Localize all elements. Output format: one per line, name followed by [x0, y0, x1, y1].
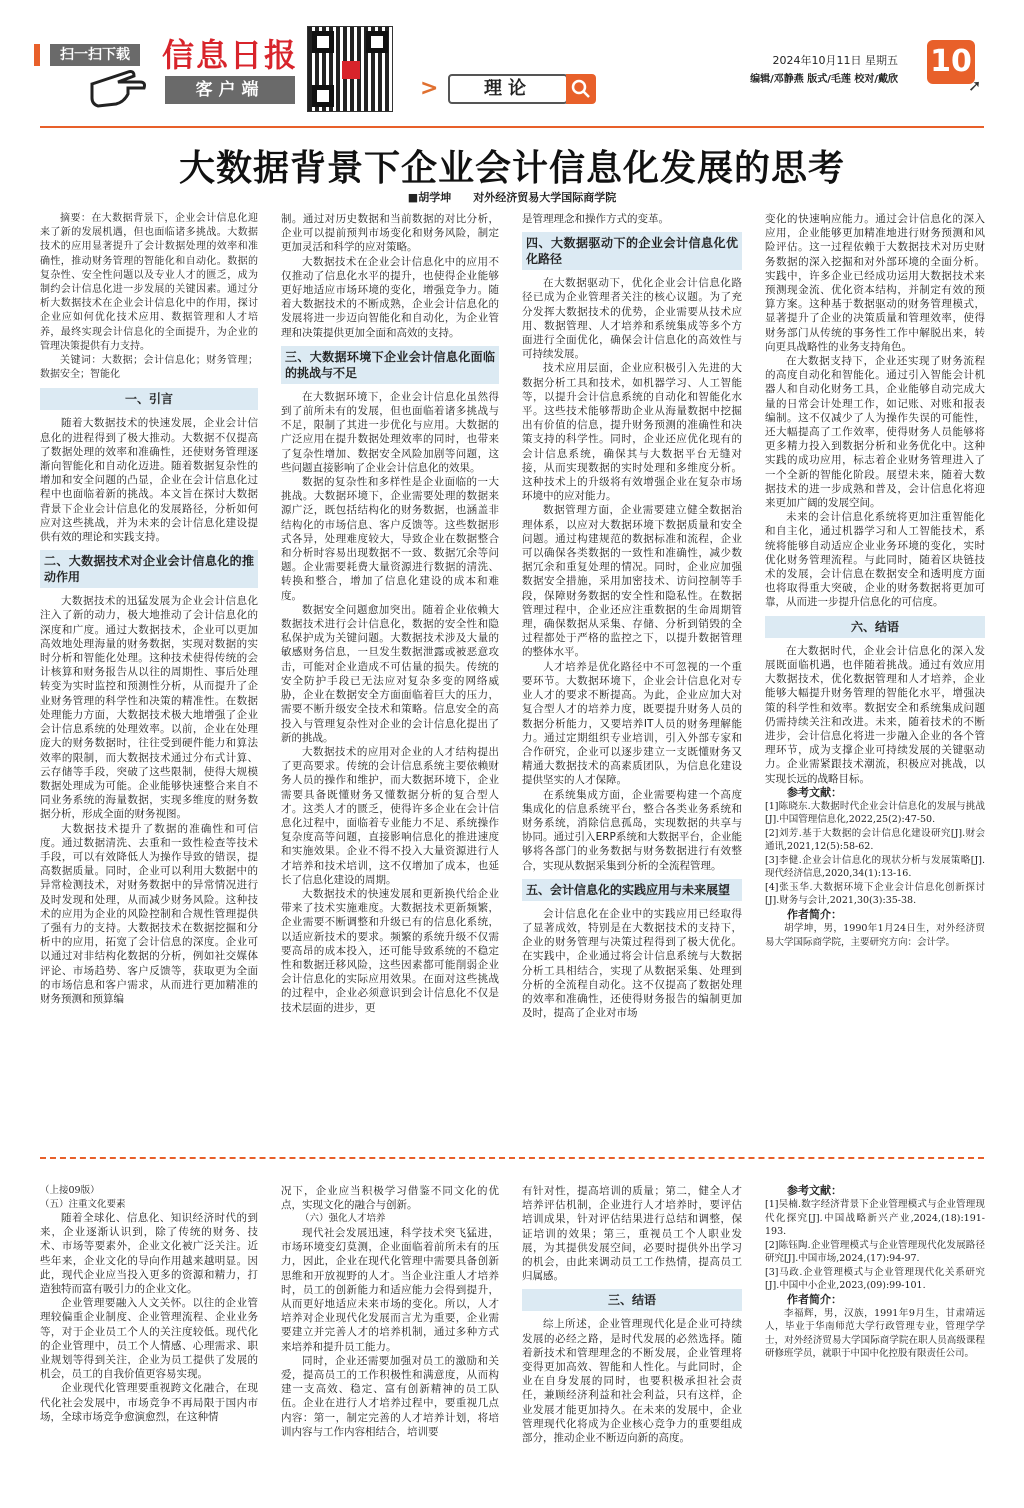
paragraph: 大数据技术提升了数据的准确性和可信度。通过数据清洗、去重和一致性检查等技术手段，可以有效降低人为操作导致的错误，提高数据质量。同时，企业可以利用大数据中的异常检测技术，对财务数据中的异常情况进行及时发现和处理，从而减少财务风险。这种技术的应用为企业的风险控制和合规性管理提供了强有力的支持。大数据技术在数据挖掘和分析中的应用，拓宽了会计信息的深度。企业可以通过对非结构化数据的分析，例如社交媒体评论、市场趋势、客户反馈等，获取更为全面的市场信息和客户需求，从而进行更加精准的财务预测和预算编	[40, 822, 258, 1005]
pointing-hand-icon	[88, 60, 150, 112]
reference-item: [2]刘芳.基于大数据的会计信息化建设研究[J].财会通讯,2021,12(5):58-62.	[765, 827, 985, 853]
article-column-1	[40, 212, 258, 1006]
issue-date: 2024年10月11日 星期五	[772, 54, 898, 67]
scan-download-label: 扫一扫下载	[50, 44, 140, 66]
author-bio-heading: 作者简介：	[787, 1292, 842, 1306]
reference-item: [1]陈晓东.大数据时代企业会计信息化的发展与挑战[J].中国管理信息化,2022,25(2):47-50.	[765, 800, 985, 826]
paragraph: 随着大数据技术的快速发展，企业会计信息化的进程得到了极大推动。大数据不仅提高了数据处理的效率和准确性，还使财务管理逐渐向智能化和自动化迈进。随着数据复杂性的增加和安全问题的凸显，企业在会计信息化过程中也面临着新的挑战。本文旨在探讨大数据背景下企业会计信息化的发展路径，分析如何应对这些挑战，并为未来的会计信息化建设提供有效的理论和实践支持。	[40, 417, 258, 544]
paragraph: 是管理理念和操作方式的变革。	[522, 213, 669, 225]
qr-code[interactable]	[307, 26, 393, 112]
paragraph: 会计信息化在企业中的实践应用已经取得了显著成效，特别是在大数据技术的支持下，企业的财务管理与决策过程得到了极大优化。在实践中，企业通过将会计信息系统与大数据分析工具相结合，实现了从数据采集、处理到分析的全流程自动化。这不仅提高了数据处理的效率和准确性，还使得财务报告的编制更加及时，提高了企业对市场	[522, 907, 742, 1020]
paragraph: 数据的复杂性和多样性是企业面临的一大挑战。大数据环境下，企业需要处理的数据来源广泛，既包括结构化的财务数据，也涵盖非结构化的市场信息、客户反馈等。这些数据形式各异，处理难度较大，导致企业在数据整合和分析时容易出现数据不一致、数据冗余等问题。企业需要耗费大量资源进行数据的清洗、转换和整合，增加了信息化建设的成本和难度。	[281, 476, 499, 602]
paragraph: 况下，企业应当积极学习借鉴不同文化的优点，实现文化的融合与创新。	[281, 1185, 499, 1212]
section-divider	[40, 1157, 984, 1159]
editor-credits: 编辑/邓静燕 版式/毛莲 校对/戴欣	[750, 74, 898, 85]
header-accent-mark	[34, 44, 40, 66]
paragraph: 大数据技术的迅猛发展为企业会计信息化注入了新的动力，极大地推动了会计信息化的深度和广度。通过大数据技术，企业可以更加高效地处理海量的财务数据，实现对数据的实时分析和智能化处理。这种技术使得传统的会计核算和财务报告从以往的周期性、事后处理转变为实时监控和预测性分析，从而提升了企业财务管理的科学性和决策的精准性。在数据处理能力方面，大数据技术极大地增强了企业会计信息系统的处理效率。以前，企业在处理庞大的财务数据时，往往受到硬件能力和算法效率的限制，而大数据技术通过分布式计算、云存储等手段，突破了这些限制，使得大规模数据处理成为可能。企业能够快速整合来自不同业务系统的海量数据，实现多维度的财务数据分析，形成全面的财务视图。	[40, 595, 258, 821]
paragraph: 人才培养是优化路径中不可忽视的一个重要环节。大数据环境下，企业会计信息化对专业人才的要求不断提高。为此，企业应加大对复合型人才的培养力度，既要提升财务人员的数据分析能力，又要培养IT人员的财务理解能力。通过定期组织专业培训，引入外部专家和合作研究，企业可以逐步建立一支既懂财务又精通大数据技术的高素质团队，为信息化建设提供坚实的人才保障。	[522, 660, 742, 787]
paragraph: 有针对性，提高培训的质量；第二，健全人才培养评估机制，企业进行人才培养时，要评估培训成果，针对评估结果进行总结和调整，保证培训的效果；第三，重视员工个人职业发展，为其提供发展空间，必要时提供外出学习的机会，由此来调动员工工作热情，提高员工归属感。	[522, 1185, 742, 1283]
article-byline: ■胡学坤 对外经济贸易大学国际商学院	[407, 191, 617, 204]
paragraph: 在系统集成方面，企业需要构建一个高度集成化的信息系统平台，整合各类业务系统和财务系统，消除信息孤岛，实现数据的共享与协同。通过引入ERP系统和大数据平台，企业能够将各部门的业务数据与财务数据进行有效整合，实现从数据采集到分析的全流程管理。	[522, 788, 742, 872]
keywords: 关键词：大数据；会计信息化；财务管理；数据安全；智能化	[40, 355, 258, 381]
paragraph: 大数据技术的应用对企业的人才结构提出了更高要求。传统的会计信息系统主要依赖财务人员的操作和维护，而大数据环境下，企业需要具备既懂财务又懂数据分析的复合型人才。这类人才的匮乏，使得许多企业在会计信息化过程中，面临着专业能力不足、系统操作复杂度高等问题，直接影响信息化的推进速度和实施效果。企业不得不投入大量资源进行人才培养和技术培训，这不仅增加了成本，也延长了信息化建设的周期。	[281, 745, 499, 886]
paragraph: 未来的会计信息化系统将更加注重智能化和自主化，通过机器学习和人工智能技术，系统将能够自动适应企业业务环境的变化，实时优化财务管理流程。与此同时，随着区块链技术的发展，会计信息在数据安全和透明度方面也将取得重大突破，企业的财务数据将更加可靠，从而进一步提升信息化的可信度。	[765, 511, 985, 609]
reference-item: [1]吴楠.数字经济背景下企业管理模式与企业管理现代化探究[J].中国战略新兴产业,2024,(18):191-193.	[765, 1199, 985, 1238]
paragraph: 大数据技术在企业会计信息化中的应用不仅推动了信息化水平的提升，也使得企业能够更好地适应市场环境的变化，增强竞争力。随着大数据技术的不断成熟，企业会计信息化的发展将进一步迈向智能化和自动化，为企业管理和决策提供更加全面和高效的支持。	[281, 255, 499, 339]
paragraph: 在大数据时代，企业会计信息化的深入发展既面临机遇，也伴随着挑战。通过有效应用大数据技术，优化数据管理和人才培养，企业能够大幅提升财务管理的智能化水平，增强决策的科学性和效率。数据安全和系统集成问题仍需持续关注和改进。未来，随着技术的不断进步，会计信息化将进一步融入企业的各个管理环节，成为支撑企业可持续发展的关键驱动力。企业需紧跟技术潮流，积极应对挑战，以实现长远的战略目标。	[765, 644, 985, 785]
section-heading: 二、大数据技术对企业会计信息化的推动作用	[40, 550, 258, 588]
paragraph: 综上所述，企业管理现代化是企业可持续发展的必经之路，是时代发展的必然选择。随着新技术和管理理念的不断发展，企业管理将变得更加高效、智能和人性化。与此同时，企业在自身发展的同时，也要积极承担社会责任，兼顾经济利益和社会利益，只有这样，企业发展才能更加持久。在未来的发展中，企业管理现代化将成为企业核心竞争力的重要组成部分，推动企业不断迈向新的高度。	[522, 1318, 742, 1445]
paragraph: 在大数据支持下，企业还实现了财务流程的高度自动化和智能化。通过引入智能会计机器人和自动化财务工具，企业能够自动完成大量的日常会计处理工作，如记账、对账和报表编制。这不仅减少了人为操作失误的可能性，还大幅提高了工作效率，使得财务人员能够将更多精力投入到数据分析和业务优化中。这种实践的成功应用，标志着企业财务管理进入了一个全新的智能化阶段。展望未来，随着大数据技术的进一步成熟和普及，会计信息化将迎来更加广阔的发展空间。	[765, 355, 985, 510]
abstract: 摘要：在大数据背景下，企业会计信息化迎来了新的发展机遇，但也面临诸多挑战。大数据技术的应用显著提升了会计数据处理的效率和准确性，推动财务管理的智能化和自动化。数据的复杂性、安全性问题以及专业人才的匮乏，成为制约会计信息化进一步发展的关键因素。通过分析大数据技术在企业会计信息化中的作用，探讨企业应如何优化技术应用、数据管理和人才培养，最终实现会计信息化的全面提升，为企业的管理决策提供有力支持。	[40, 213, 258, 352]
paragraph: 企业管理要融入人文关怀。以往的企业管理较偏重企业制度、企业管理流程、企业业务等，对于企业员工个人的关注度较低。现代化的企业管理中，员工个人情感、心理需求、职业规划等得到关注，企业为员工提供了发展的机会，员工的自我价值更容易实现。	[40, 1297, 258, 1381]
lower-column-2	[281, 1184, 499, 1439]
references-heading: 参考文献：	[787, 785, 842, 799]
paragraph: 技术应用层面，企业应积极引入先进的大数据分析工具和技术，如机器学习、人工智能等，以提升会计信息系统的自动化和智能化水平。这些技术能够帮助企业从海量数据中挖掘出有价值的信息，提升财务预测的准确性和决策支持的科学性。同时，企业还应优化现有的会计信息系统，确保其与大数据平台无缝对接，从而实现数据的实时处理和多维度分析。这种技术上的升级将有效增强企业在复杂市场环境中的应对能力。	[522, 362, 742, 503]
reference-item: [3]李健.企业会计信息化的现状分析与发展策略[J].现代经济信息,2020,34(1):13-16.	[765, 854, 985, 880]
search-button[interactable]	[566, 74, 596, 104]
section-heading: 三、大数据环境下企业会计信息化面临的挑战与不足	[281, 346, 499, 384]
article-column-4	[765, 212, 985, 949]
author-bio: 胡学坤，男，1990年1月24日生，对外经济贸易大学国际商学院，主要研究方向：会计学。	[765, 923, 985, 948]
paragraph: 制。通过对历史数据和当前数据的对比分析，企业可以提前预判市场变化和财务风险，制定更加灵活和科学的应对策略。	[281, 213, 499, 254]
lower-column-4	[765, 1184, 985, 1361]
article-title: 大数据背景下企业会计信息化发展的思考	[178, 148, 845, 189]
subheading: （五）注重文化要素	[40, 1198, 126, 1210]
reference-item: [3]马政.企业管理模式与企业管理现代化关系研究[J].中国中小企业,2023,(09):99-101.	[765, 1266, 985, 1292]
paragraph: 随着全球化、信息化、知识经济时代的到来，企业逐渐认识到，除了传统的财务、技术、市场等要素外，企业文化被广泛关注。近些年来，企业文化的导向作用越来越明显。因此，现代企业应当投入更多的资源和精力，打造独特而富有吸引力的企业文化。	[40, 1212, 258, 1296]
page-header	[0, 0, 1024, 120]
section-heading: 五、会计信息化的实践应用与未来展望	[522, 879, 742, 901]
section-tab-theory[interactable]: 理论	[448, 74, 568, 104]
header-divider	[40, 126, 984, 128]
lower-column-3	[522, 1184, 742, 1445]
article-column-3	[522, 212, 742, 1020]
paragraph: 变化的快速响应能力。通过会计信息化的深入应用，企业能够更加精准地进行财务预测和风险评估。这一过程依赖于大数据技术对历史财务数据的深入挖掘和对外部环境的全面分析。实践中，许多企业已经成功运用大数据技术来预测现金流、优化资本结构，并制定有效的预算方案。这种基于数据驱动的财务管理模式，显著提升了企业的决策质量和管理效率，使得财务部门从传统的事务性工作中解脱出来，转向更具战略性的业务支持角色。	[765, 213, 985, 353]
subheading: （六）强化人才培养	[300, 1213, 386, 1225]
paragraph: 数据安全问题愈加突出。随着企业依赖大数据技术进行会计信息化，数据的安全性和隐私保护成为关键问题。大数据技术涉及大量的敏感财务信息，一旦发生数据泄露或被恶意攻击，可能对企业造成不可估量的损失。传统的安全防护手段已无法应对复杂多变的网络威胁，企业在数据安全方面面临着巨大的压力，需要不断升级安全技术和策略。信息安全的高投入与管理复杂性对企业的会计信息化提出了新的挑战。	[281, 603, 499, 744]
page-number-badge: 10	[927, 40, 975, 84]
paragraph: 同时，企业还需要加强对员工的激励和关爱，提高员工的工作积极性和满意度，从而构建一支高效、稳定、富有创新精神的员工队伍。企业在进行人才培养过程中，要重视几点内容：第一，制定完善的人才培养计划，将培训内容与工作内容相结合，培训要	[281, 1354, 499, 1438]
lower-column-1	[40, 1184, 258, 1424]
paper-logo: 信息日报	[162, 36, 299, 74]
continued-note: （上接09版）	[40, 1185, 100, 1196]
search-icon	[566, 74, 596, 104]
reference-item: [4]张玉华.大数据环境下企业会计信息化创新探讨[J].财务与会计,2021,30(3):35-38.	[765, 881, 985, 907]
paragraph: 大数据技术的快速发展和更新换代给企业带来了技术实施难度。大数据技术更新频繁，企业需要不断调整和升级已有的信息化系统，以适应新技术的要求。频繁的系统升级不仅需要高昂的成本投入，还可能导致系统的不稳定性和数据迁移风险，这些因素都可能削弱企业会计信息化的实际应用效果。在面对这些挑战的过程中，企业必须意识到会计信息化不仅是技术层面的进步，更	[281, 887, 499, 1014]
section-heading: 一、引言	[40, 388, 258, 410]
paragraph: 数据管理方面，企业需要建立健全数据治理体系，以应对大数据环境下数据质量和安全问题。通过构建规范的数据标准和流程，企业可以确保各类数据的一致性和准确性，减少数据冗余和重复处理的情况。同时，企业应加强数据安全措施，采用加密技术、访问控制等手段，保障财务数据的安全性和隐私性。在数据管理过程中，企业还应注重数据的生命周期管理，确保数据从采集、存储、分析到销毁的全过程都处于严格的监控之下，以提升数据管理的整体水平。	[522, 504, 742, 659]
client-label: 客户端	[165, 76, 295, 104]
section-heading: 六、结语	[765, 616, 985, 638]
paragraph: 在大数据驱动下，优化企业会计信息化路径已成为企业管理者关注的核心议题。为了充分发挥大数据技术的优势，企业需要从技术应用、数据管理、人才培养和系统集成等多个方面进行全面优化，确保会计信息化的高效性与可持续发展。	[522, 277, 742, 361]
author-bio-heading: 作者简介：	[787, 907, 842, 921]
paragraph: 现代社会发展迅速，科学技术突飞猛进，市场环境变幻莫测，企业面临着前所未有的压力，因此，企业在现代化管理中需要具备创新思维和开放视野的人才。当企业注重人才培养时，员工的创新能力和适应能力会得到提升，从而更好地适应未来市场的变化。所以，人才培养对企业现代化发展而言尤为重要，企业需要建立并完善人才的培养机制，通过多种方式来培养和提升员工能力。	[281, 1226, 499, 1353]
references-heading: 参考文献：	[787, 1184, 842, 1197]
paragraph: 企业现代化管理要重视跨文化融合，在现代化社会发展中，市场竞争不再局限于国内市场，全球市场竞争愈演愈烈，在这种情	[40, 1382, 258, 1423]
article-column-2	[281, 212, 499, 1015]
section-heading: 四、大数据驱动下的企业会计信息化优化路径	[522, 232, 742, 270]
chevron-right-icon: >	[420, 76, 439, 101]
reference-item: [2]陈钰陶.企业管理模式与企业管理现代化发展路径研究[J].中国市场,2024,(17):94-97.	[765, 1239, 985, 1265]
cursor-arrow-icon: ➚	[968, 76, 982, 95]
paragraph: 在大数据环境下，企业会计信息化虽然得到了前所未有的发展，但也面临着诸多挑战与不足，限制了其进一步优化与应用。大数据的广泛应用在提升数据处理效率的同时，也带来了复杂性增加、数据安全风险加剧等问题，这些问题直接影响了企业会计信息化的效果。	[281, 390, 499, 474]
section-heading: 三、结语	[522, 1289, 742, 1311]
author-bio: 李福辉，男，汉族，1991年9月生，甘肃靖远人，毕业于华南师范大学行政管理专业，管理学学士，对外经济贸易大学国际商学院在职人员高级课程研修班学员，就职于中国中化控股有限责任公司。	[765, 1307, 985, 1360]
